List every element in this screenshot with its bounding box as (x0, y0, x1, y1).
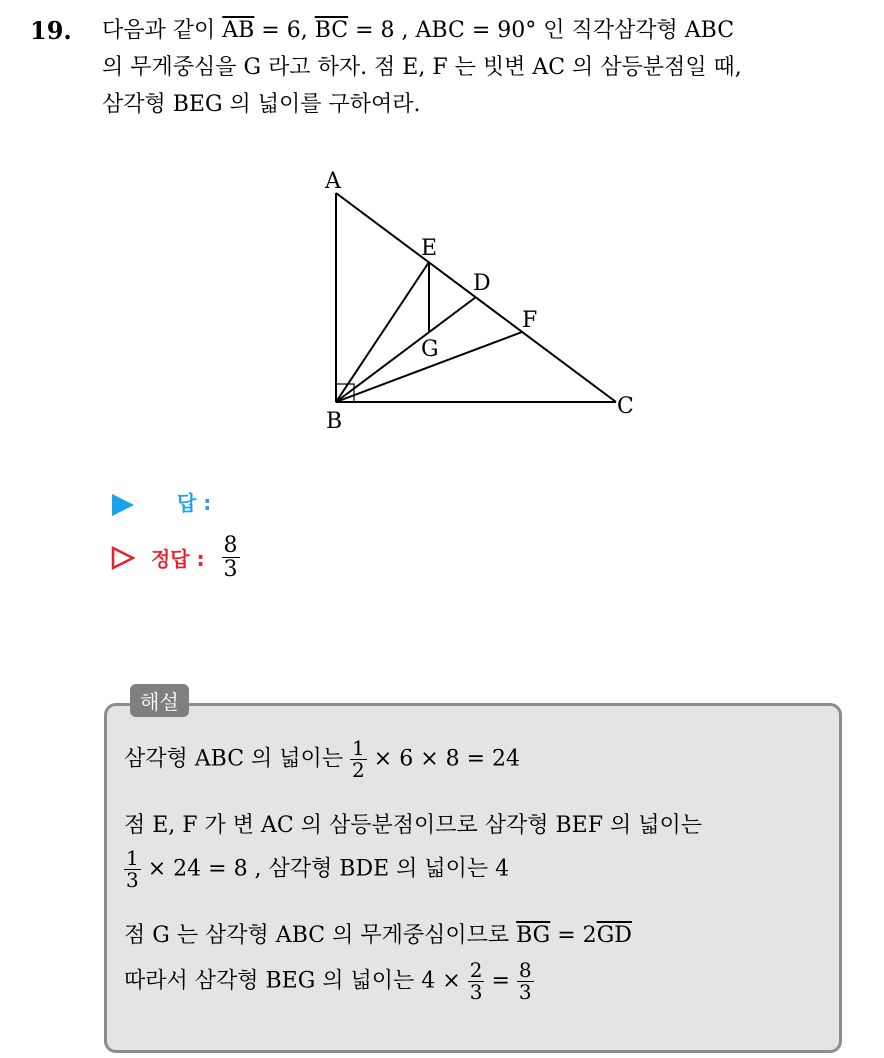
label-b: B (326, 409, 343, 434)
segment-be (336, 262, 429, 402)
solution-line-3: $\frac{1}{3}$ × 24 = 8 , 삼각형 BDE 의 넓이는 4 (126, 846, 510, 892)
label-e: E (421, 236, 438, 261)
solution-line-5: 따라서 삼각형 BEG 의 넓이는 4 × $\frac{2}{3}$ = $\frac{8}{3}$ (124, 958, 532, 1004)
segment-ab: $\overline{AB}$ (222, 18, 255, 43)
triangle-figure (310, 158, 670, 438)
answer-row (110, 487, 211, 518)
correct-answer-label: 정답 : (150, 547, 205, 572)
problem-line-2: 의 무게중심을 G 라고 하자. 점 E, F 는 빗변 AC 의 삼등분점일 때, (102, 55, 742, 80)
correct-answer-fraction: $\frac{8}{3}$ (223, 533, 238, 583)
segment-bd (336, 297, 476, 402)
label-d: D (473, 271, 491, 296)
problem-line-1: 다음과 같이 $\overline{AB} = 6$, $\overline{BC} = 8$ , ABC = 90° 인 직각삼각형 ABC (102, 18, 735, 43)
label-c: C (617, 394, 634, 419)
answer-label: 답 : (176, 491, 212, 515)
solution-line-2: 점 E, F 가 변 AC 의 삼등분점이므로 삼각형 BEF 의 넓이는 (124, 813, 702, 838)
solution-line-4: 점 G 는 삼각형 ABC 의 무게중심이므로 $\overline{BG} = 2\overline{GD}$ (124, 923, 632, 948)
solution-tag: 해설 (130, 684, 189, 717)
outline-arrow-icon (110, 545, 136, 571)
filled-arrow-icon (110, 492, 136, 518)
solution-line-1: 삼각형 ABC 의 넓이는 $\frac{1}{2}$ × 6 × 8 = 24 (124, 736, 521, 782)
label-a: A (325, 169, 341, 194)
problem-text (102, 12, 872, 123)
correct-answer-row (110, 534, 240, 581)
problem-number: 19. (30, 16, 72, 45)
problem-line-3: 삼각형 BEG 의 넓이를 구하여라. (102, 92, 421, 117)
label-g: G (421, 337, 439, 362)
segment-bc: $\overline{BC}$ (314, 18, 349, 43)
label-f: F (522, 308, 538, 333)
